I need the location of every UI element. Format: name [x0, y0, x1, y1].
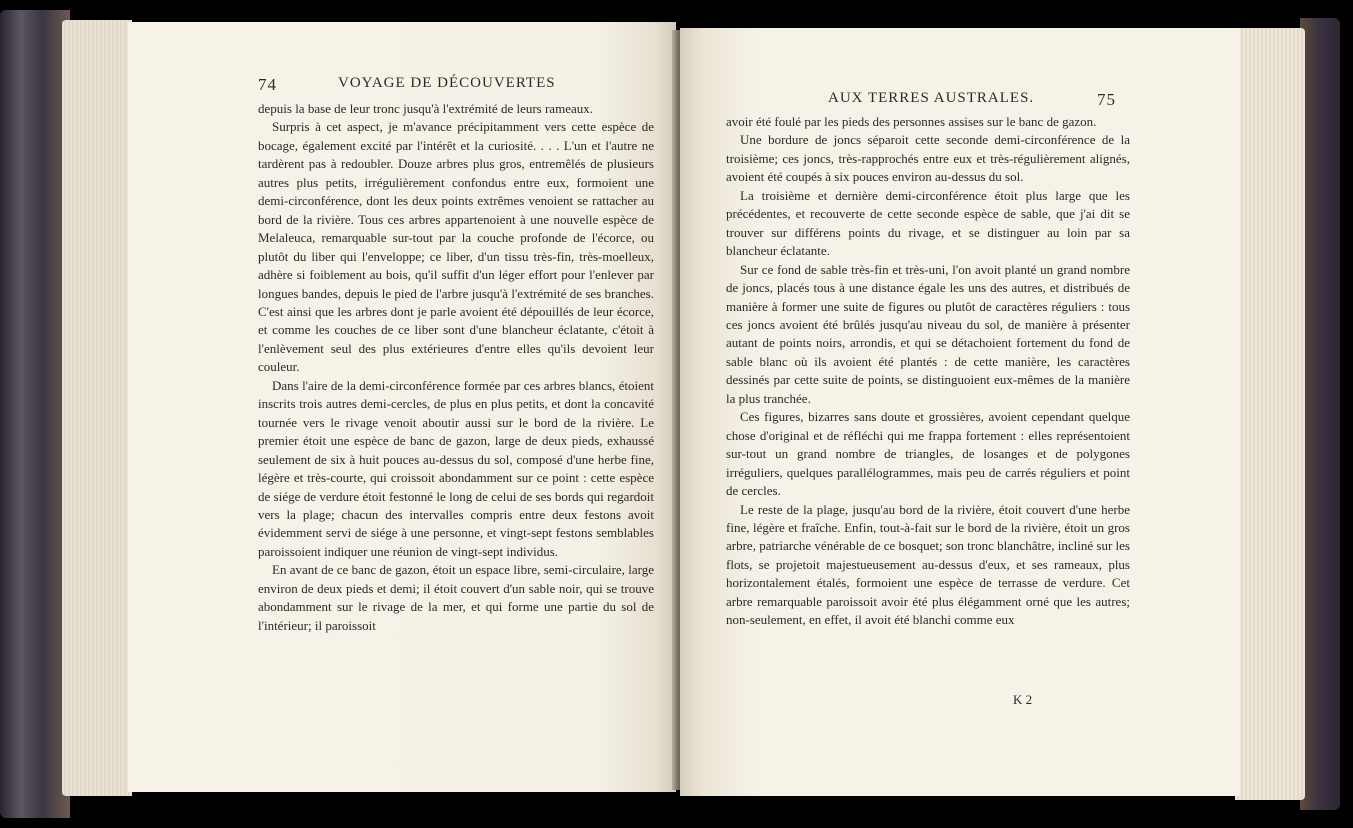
left-running-head: VOYAGE DE DÉCOUVERTES: [338, 75, 556, 91]
page-edges-right: [1235, 28, 1305, 800]
paragraph: La troisième et dernière demi-circonférence étoit plus large que les précédentes, et recouverte de cette seconde espèce de sable, que j'ai dit se trouver sur différens points du rivage, et se distinguer au loin par sa blancheur éclatante.: [726, 187, 1130, 259]
paragraph: Sur ce fond de sable très-fin et très-uni, l'on avoit planté un grand nombre de joncs, placés tous à une distance égale les uns des autres, et distribués de manière à former une suite de figures ou plutôt de caractères réguliers : tous ces joncs avoient été brûlés jusqu'au niveau du sol, de manière à présenter autant de points noirs, arrondis, et qui se détachoient fortement du fond de sable blanc où ils avoient été plantés : de cette manière, les caractères dessinés par cette suite de points, se distinguoient eux-mêmes de la manière la plus tranchée.: [726, 261, 1130, 406]
paragraph: depuis la base de leur tronc jusqu'à l'extrémité de leurs rameaux.: [258, 101, 593, 116]
paragraph: Une bordure de joncs séparoit cette seconde demi-circonférence de la troisième; ces joncs, très-rapprochés entre eux et très-régulièrement alignés, avoient été coupés à six pouces environ au-dessus du sol.: [726, 132, 1130, 185]
book-cover-left: [0, 10, 70, 818]
paragraph: avoir été foulé par les pieds des personnes assises sur le banc de gazon.: [726, 114, 1097, 129]
left-page-body: [258, 100, 654, 635]
paragraph: Ces figures, bizarres sans doute et grossières, avoient cependant quelque chose d'original et de réfléchi qui me frappa fortement : elles représentoient sur-tout un grand nombre de triangles, de losanges et de polygones irréguliers, quelques parallélogrammes, mais peu de carrés réguliers et point de cercles.: [726, 409, 1130, 499]
page-edges-left: [62, 20, 132, 796]
right-running-head: AUX TERRES AUSTRALES.: [828, 90, 1035, 106]
right-page-body: [726, 113, 1130, 630]
paragraph: Le reste de la plage, jusqu'au bord de la rivière, étoit couvert d'une herbe fine, légère et fraîche. Enfin, tout-à-fait sur le bord de la rivière, étoit un gros arbre, patriarche vénérable de ce bosquet; son tronc blanchâtre, incliné sur les flots, se projetoit majestueusement au-dessus d'eux, et ses rameaux, plus horizontalement étalés, formoient une espèce de terrasse de verdure. Cet arbre remarquable paroissoit avoir été plus élégamment orné que les autres; non-seulement, en effet, il avoit été blanchi comme eux: [726, 501, 1130, 628]
paragraph: Surpris à cet aspect, je m'avance précipitamment vers cette espèce de bocage, également excité par l'intérêt et la curiosité. . . . L'un et l'autre ne tardèrent pas à redoubler. Douze arbres plus gros, entremêlés de plusieurs autres plus petits, irrégulièrement confondus entre eux, formoient une demi-circonférence, dont les deux points extrêmes venoient se rattacher au bord de la rivière. Tous ces arbres appartenoient à une nouvelle espèce de Melaleuca, remarquable sur-tout par la couche profonde de l'écorce, ou plutôt du liber qui l'enveloppe; ce liber, d'un tissu très-fin, très-moelleux, adhère si foiblement au bois, qu'il suffit d'un léger effort pour l'enlever par longues bandes, depuis le pied de l'arbre jusqu'à l'extrémité de ses branches. C'est ainsi que les arbres dont je parle avoient été dépouillés de leur écorce, et comme les couches de ce liber sont d'une blancheur éclatante, c'étoit à l'enlèvement seul des plus extérieures d'entre elles qu'ils devoient leur couleur.: [258, 119, 654, 375]
left-page-number: 74: [258, 75, 277, 94]
right-page-number: 75: [1097, 90, 1116, 109]
signature-mark: K 2: [1013, 692, 1033, 707]
paragraph: Dans l'aire de la demi-circonférence formée par ces arbres blancs, étoient inscrits trois autres demi-cercles, de plus en plus petits, et dont la concavité tournée vers le rivage venoit aboutir aussi sur le bord de la rivière. Le premier étoit une espèce de banc de gazon, large de deux pieds, exhaussé seulement de six à huit pouces au-dessus du sol, composé d'une herbe fine, légère et très-courte, qui croissoit abondamment sur ce point : cette espèce de siége de verdure étoit festonné le long de celui de ses bords qui regardoit vers la plage; chacun des intervalles compris entre deux festons avoit évidemment servi de siége à une personne, et vingt-sept festons semblables paroissoient indiquer une réunion de vingt-sept individus.: [258, 377, 654, 559]
book-cover-right: [1300, 18, 1340, 810]
paragraph: En avant de ce banc de gazon, étoit un espace libre, semi-circulaire, large environ de deux pieds et demi; il étoit couvert d'un sable noir, qui se trouve abondamment sur le rivage de la mer, et qui forme une partie du sol de l'intérieur; il paroissoit: [258, 562, 654, 633]
